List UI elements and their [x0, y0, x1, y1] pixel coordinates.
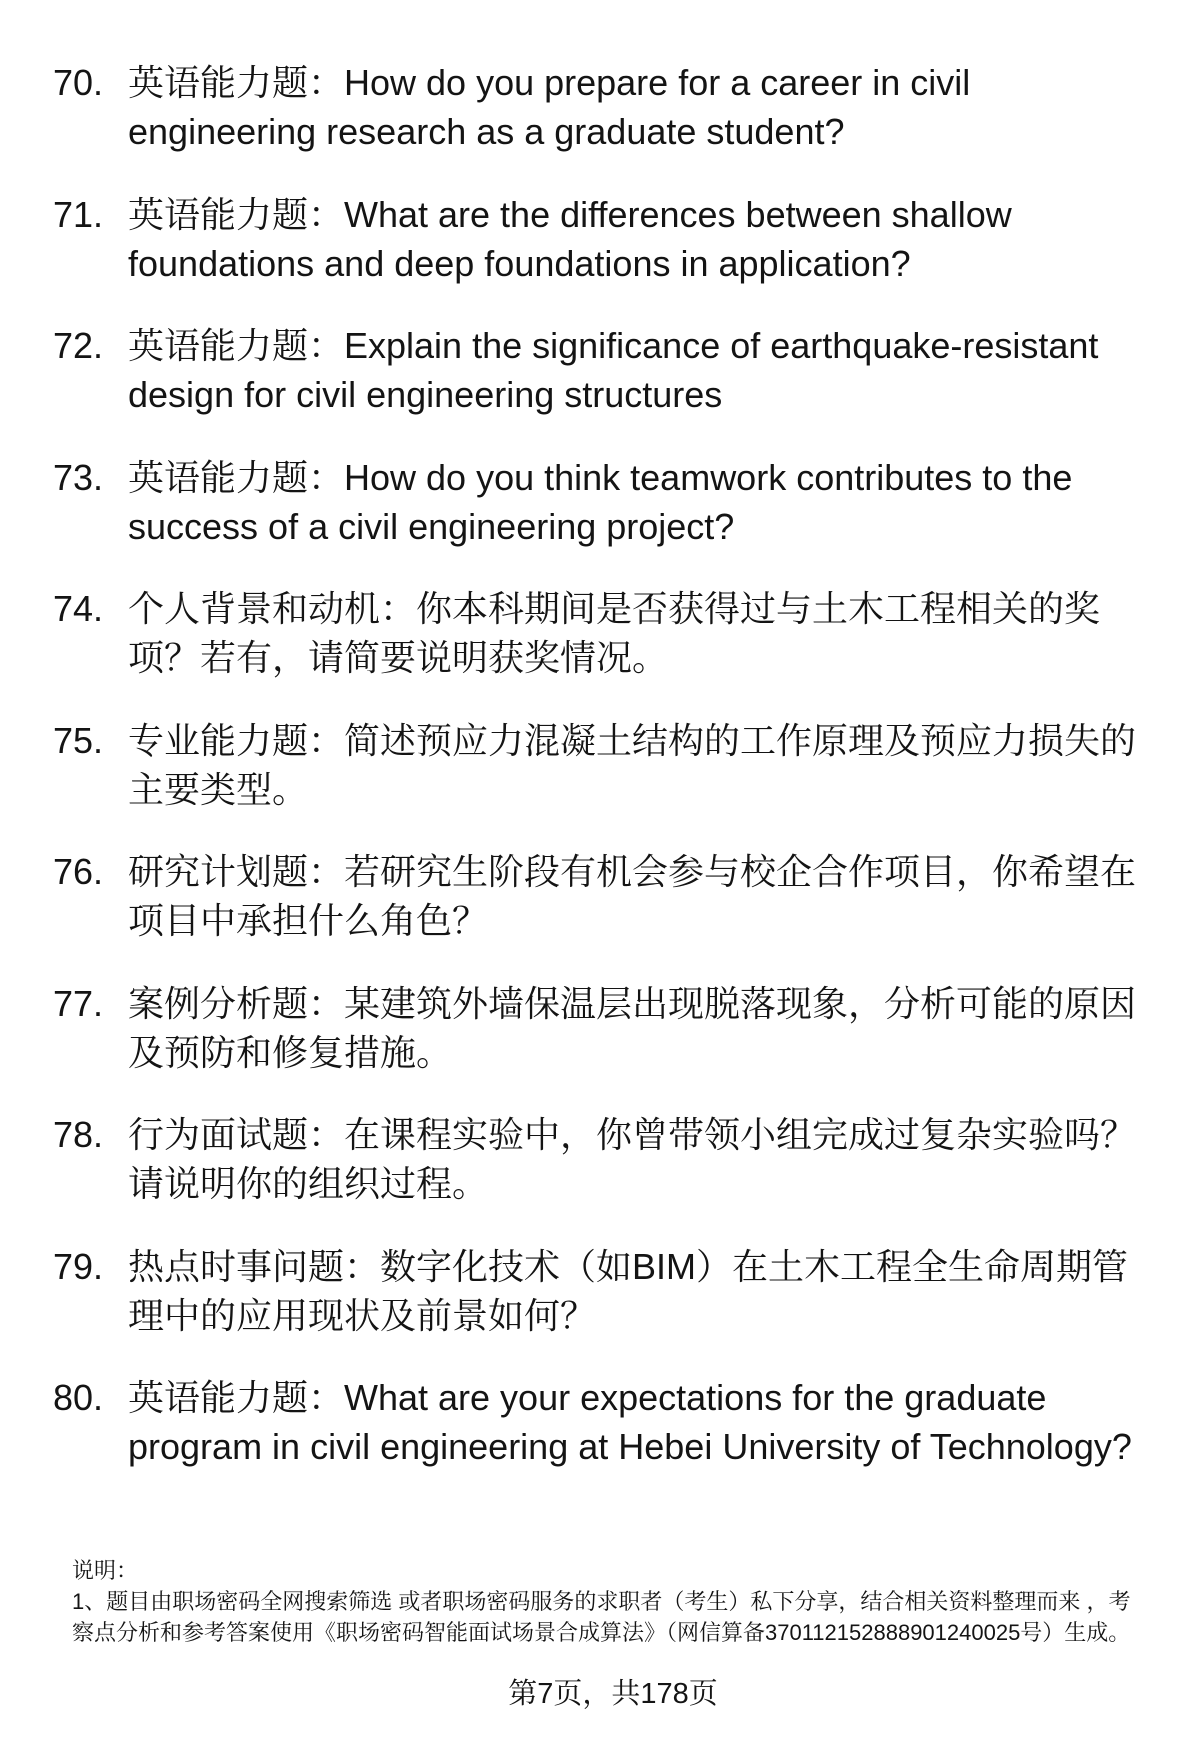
question-text: 英语能力题：What are the differences between shallow foundations and deep foundations in application?: [128, 193, 1012, 284]
question-text: 英语能力题：How do you prepare for a career in civil engineering research as a graduate student?: [128, 62, 971, 152]
question-item-71: [53, 190, 1148, 288]
question-number: 70.: [53, 62, 104, 103]
question-text: 研究计划题：若研究生阶段有机会参与校企合作项目，你希望在项目中承担什么角色？: [128, 851, 1137, 941]
question-list: [53, 58, 1148, 1505]
question-number: 79.: [53, 1245, 104, 1287]
question-item-80: [53, 1373, 1148, 1471]
question-number: 73.: [53, 456, 104, 498]
note-section: [72, 1555, 1136, 1648]
question-text: 案例分析题：某建筑外墙保温层出现脱落现象，分析可能的原因及预防和修复措施。: [128, 982, 1137, 1073]
question-text: 英语能力题：How do you think teamwork contributes to the success of a civil engineering project?: [128, 456, 1073, 547]
question-item-72: [53, 321, 1148, 419]
question-item-79: [53, 1242, 1148, 1340]
question-item-75: [53, 716, 1148, 814]
question-number: 71.: [53, 193, 104, 235]
question-number: 80.: [53, 1377, 104, 1418]
question-text: 热点时事问题：数字化技术（如BIM）在土木工程全生命周期管理中的应用现状及前景如何？: [128, 1245, 1129, 1336]
question-text: 专业能力题：简述预应力混凝土结构的工作原理及预应力损失的主要类型。: [128, 719, 1137, 810]
note-text: 1、题目由职场密码全网搜索筛选 或者职场密码服务的求职者（考生）私下分享，结合相关资料整理而来 ，考察点分析和参考答案使用《职场密码智能面试场景合成算法》（网信算备370112152888901240025号）生成。: [72, 1589, 1131, 1645]
question-item-77: [53, 979, 1148, 1077]
question-text: 个人背景和动机：你本科期间是否获得过与土木工程相关的奖项？若有，请简要说明获奖情况。: [128, 588, 1101, 678]
page-number: 第7页，共178页: [508, 1678, 718, 1710]
question-number: 74.: [53, 588, 104, 629]
question-item-70: [53, 58, 1148, 156]
question-number: 78.: [53, 1114, 104, 1155]
question-text: 英语能力题：Explain the significance of earthquake-resistant design for civil engineering structures: [128, 325, 1099, 415]
note-heading: 说明：: [72, 1558, 139, 1583]
question-item-78: [53, 1110, 1148, 1208]
question-item-74: [53, 584, 1148, 682]
question-number: 77.: [53, 982, 104, 1024]
question-number: 75.: [53, 719, 104, 761]
question-item-73: [53, 453, 1148, 551]
question-number: 72.: [53, 325, 104, 366]
question-number: 76.: [53, 851, 104, 892]
question-text: 行为面试题：在课程实验中，你曾带领小组完成过复杂实验吗？请说明你的组织过程。: [128, 1114, 1137, 1204]
question-text: 英语能力题：What are your expectations for the graduate program in civil engineering at Hebei University of Technology?: [128, 1377, 1132, 1467]
question-item-76: [53, 847, 1148, 945]
